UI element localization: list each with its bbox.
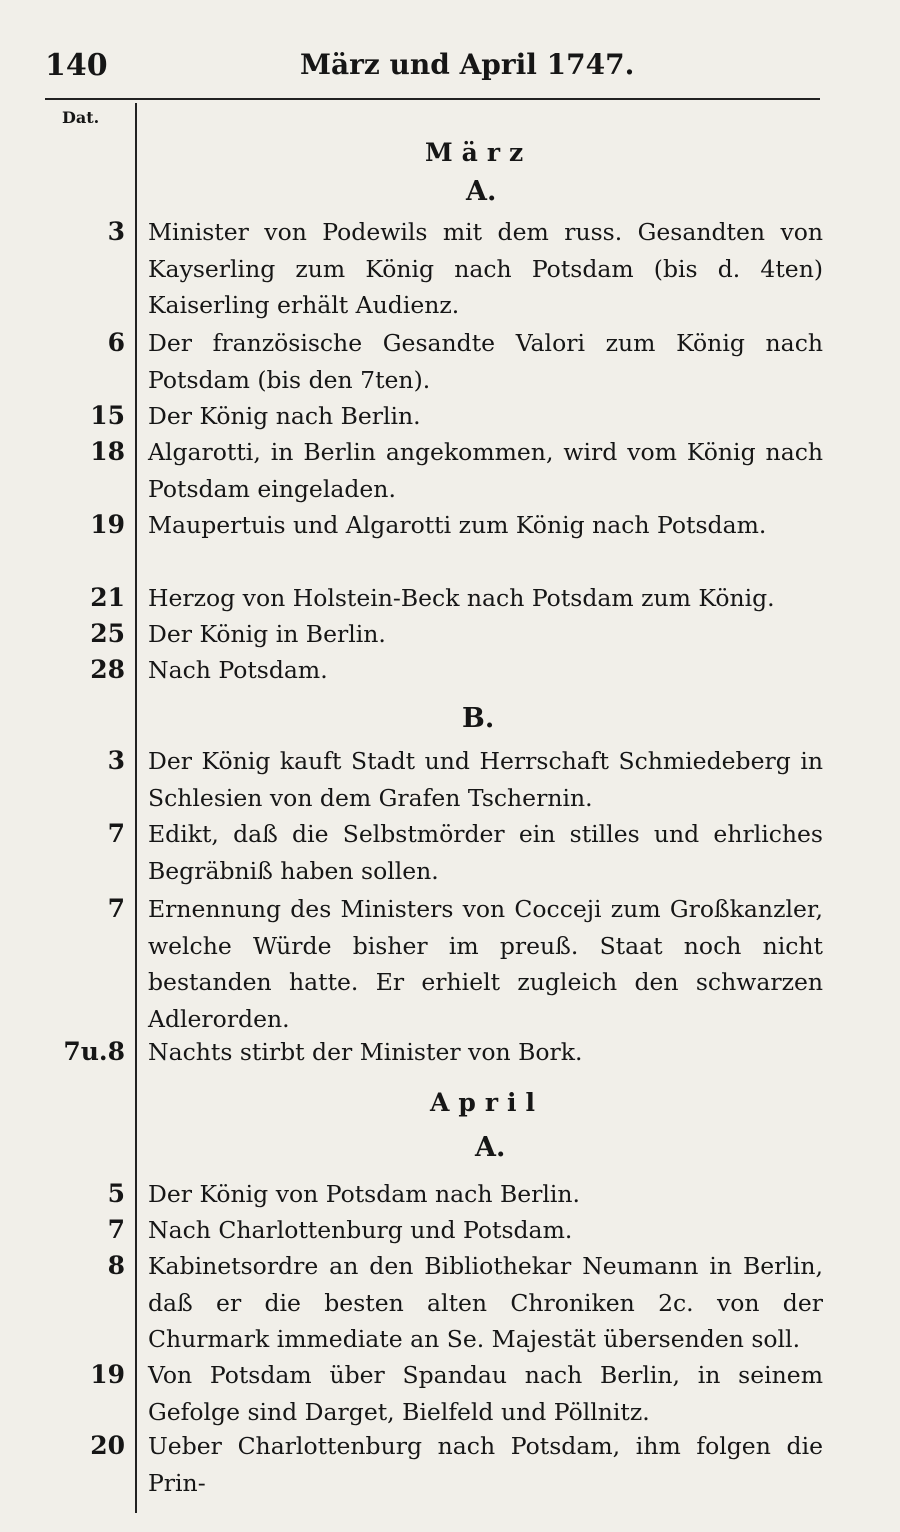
entry-date: 8 xyxy=(107,1251,125,1280)
entry-text: Algarotti, in Berlin angekommen, wird vom König nach Potsdam eingeladen. xyxy=(148,438,823,503)
entry-text: Nach Potsdam. xyxy=(148,656,328,684)
entry-date: 19 xyxy=(90,1360,125,1389)
entry-text: Edikt, daß die Selbstmörder ein stilles und ehrliches Begräbniß haben sollen. xyxy=(148,820,823,885)
entry-text: Von Potsdam über Spandau nach Berlin, in seinem Gefolge sind Darget, Bielfeld und Pöllnitz. xyxy=(148,1361,823,1426)
header-rule xyxy=(45,98,820,100)
entry-date: 20 xyxy=(90,1431,125,1460)
entry-date: 7 xyxy=(107,894,125,923)
date-column-label: Dat. xyxy=(62,108,100,127)
column-divider xyxy=(135,103,137,1513)
section-heading-b: B. xyxy=(462,703,495,734)
month-heading-april: April xyxy=(430,1088,545,1117)
entry-date: 7 xyxy=(107,819,125,848)
entry-text: Herzog von Holstein-Beck nach Potsdam zum König. xyxy=(148,584,775,612)
entry-text: Nachts stirbt der Minister von Bork. xyxy=(148,1038,583,1066)
entry-date: 7 xyxy=(107,1215,125,1244)
month-heading-maerz: März xyxy=(425,138,533,167)
entry-text: Der König nach Berlin. xyxy=(148,402,421,430)
entry-text: Ernennung des Ministers von Cocceji zum Großkanzler, welche Würde bisher im preuß. Staat noch nicht bestanden hatte. Er erhielt zugleich den schwarzen Adlerorden. xyxy=(148,895,823,1033)
section-heading-a: A. xyxy=(475,1132,506,1163)
entry-text: Der König in Berlin. xyxy=(148,620,386,648)
entry-text: Kabinetsordre an den Bibliothekar Neumann in Berlin, daß er die besten alten Chroniken 2c. von der Churmark immediate an Se. Majestät übersenden soll. xyxy=(148,1252,823,1353)
running-title: März und April 1747. xyxy=(300,48,635,81)
entry-date: 7u.8 xyxy=(63,1037,125,1066)
entry-text: Der französische Gesandte Valori zum König nach Potsdam (bis den 7ten). xyxy=(148,329,823,394)
section-heading-a: A. xyxy=(466,176,497,207)
entry-text: Ueber Charlottenburg nach Potsdam, ihm folgen die Prin- xyxy=(148,1432,823,1497)
entry-date: 21 xyxy=(90,583,125,612)
entry-text: Minister von Podewils mit dem russ. Gesandten von Kayserling zum König nach Potsdam (bis d. 4ten) Kaiserling erhält Audienz. xyxy=(148,218,823,319)
entry-date: 19 xyxy=(90,510,125,539)
entry-date: 3 xyxy=(107,746,125,775)
entry-date: 25 xyxy=(90,619,125,648)
entry-text: Nach Charlottenburg und Potsdam. xyxy=(148,1216,573,1244)
entry-date: 15 xyxy=(90,401,125,430)
entry-date: 6 xyxy=(107,328,125,357)
entry-date: 5 xyxy=(107,1179,125,1208)
entry-text: Maupertuis und Algarotti zum König nach Potsdam. xyxy=(148,511,767,539)
entry-date: 3 xyxy=(107,217,125,246)
entry-date: 28 xyxy=(90,655,125,684)
entry-text: Der König von Potsdam nach Berlin. xyxy=(148,1180,580,1208)
page-number: 140 xyxy=(45,48,108,83)
entry-text: Der König kauft Stadt und Herrschaft Schmiedeberg in Schlesien von dem Grafen Tschernin. xyxy=(148,747,823,812)
entry-date: 18 xyxy=(90,437,125,466)
